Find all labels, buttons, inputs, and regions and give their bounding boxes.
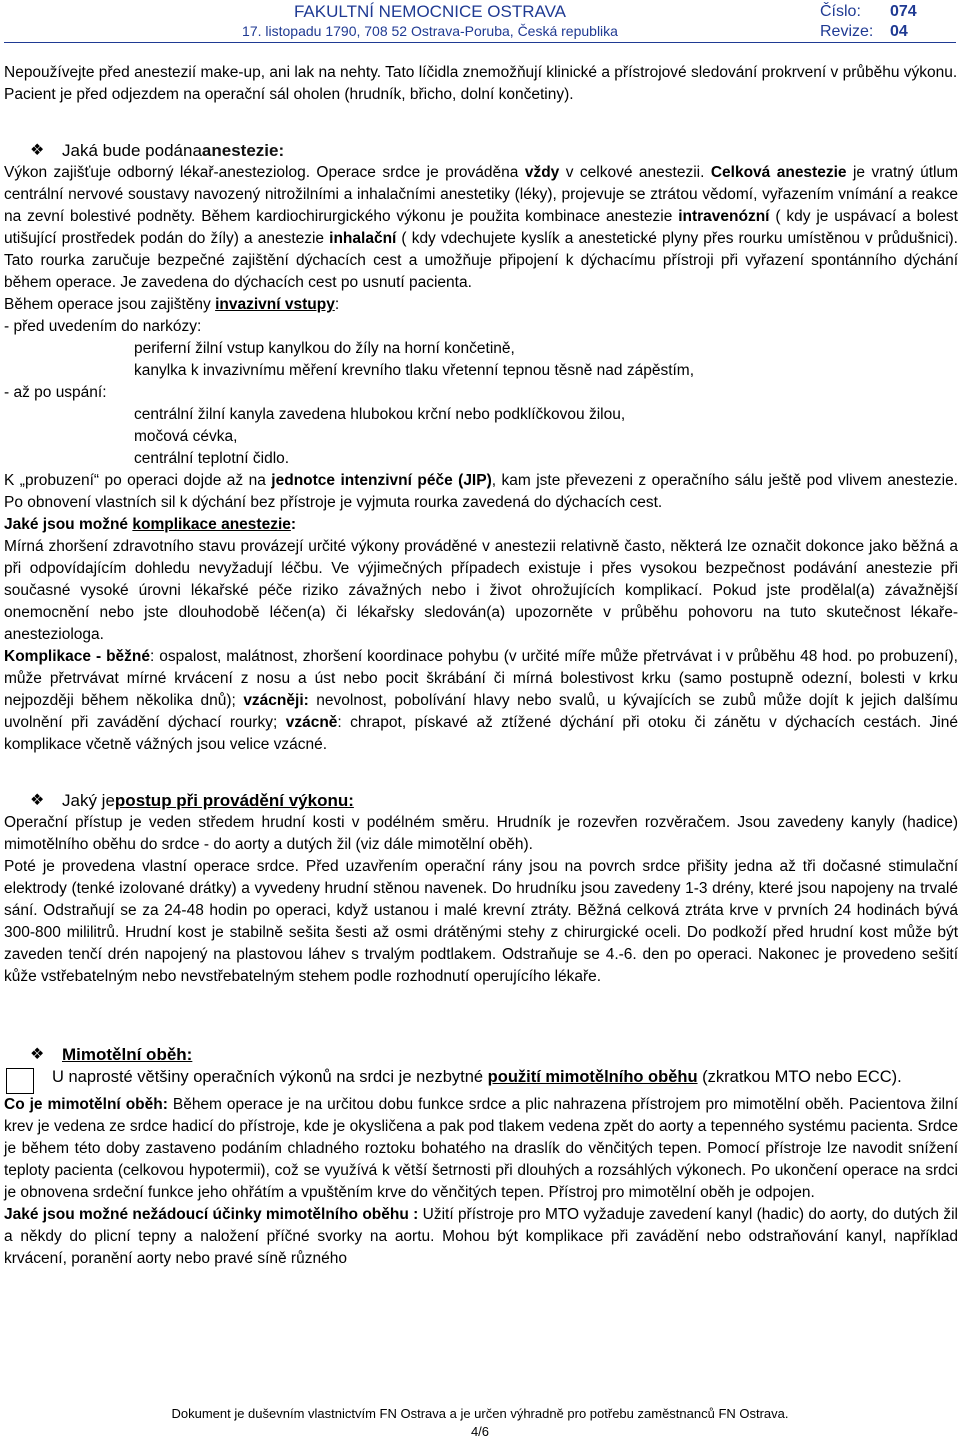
hospital-name: FAKULTNÍ NEMOCNICE OSTRAVA (293, 2, 567, 21)
revize-value: 04 (890, 23, 908, 40)
diamond-bullet-icon: ❖ (30, 142, 45, 159)
list-item: močová cévka, (134, 428, 238, 445)
hospital-address: 17. listopadu 1790, 708 52 Ostrava-Poruba, Česká republika (242, 23, 618, 39)
list-item: periferní žilní vstup kanylkou do žíly na horní končetině, (134, 340, 515, 357)
probuzeni-paragraph: K „probuzení“ po operaci dojde až na jednotce intenzivní péče (JIP), kam jste převezeni z operačního sálu ještě pod vlivem anestezie. Po obnovení vlastních sil k dýchání bez přístroje je vyjmuta rourka zavedená do dýchacích cest. (4, 472, 958, 511)
section-heading-postup: ❖ Jaký je postup při provádění výkonu: (30, 791, 354, 810)
komplikace-paragraph: Mírná zhoršení zdravotního stavu provázejí určité výkony prováděné v anestezii relativně často, některá lze označit dokonce jako běžná a při odpovídajícím dohledu nevyžadují léčbu. Ve výjimečných případech existuje i přes vysokou bezpečnost podávání anestezie při současné vysoké úrovni lékařské péče riziko závažných nebo i život ohrožujících komplikací. Pokud jste prodělal(a) závažnější onemocnění nebo jste dlouhodobě léčen(a) či lékařsky sledován(a) upozorněte v průběhu pohovoru na tuto skutečnost lékaře-anesteziologa. (4, 538, 958, 643)
postup-paragraph-2: Poté je provedena vlastní operace srdce. Před uzavřením operační rány jsou na povrch srdce přišity jedna až tři dočasné stimulační elektrody (tenké izolované drátky) a vyvedeny hrudní stěnou navenek. Do hrudníku jsou zavedeny 1-3 drény, které jsou napojeny na trvalé sání. Odstraňují se za 24-48 hodin po operaci, když ustanou i malé krevní ztráty. Běžná celková ztráta krve v prvních 24 hodinách bývá 300-800 mililitrů. Hrudní kost je stabilně sešita šesti až osmi drátěnými stehy z chirurgické oceli. Do podkoží před hrudní kost může být zaveden tenčí drén napojený na plastovou láhev s trvalým podtlakem. Odstraňuje se 4.-6. den po operaci. Nakonec je provedeno sešití kůže vstřebatelným nebo nevstřebatelným stehem podle rozhodnutí operujícího lékaře. (4, 858, 958, 985)
diamond-bullet-icon: ❖ (30, 792, 45, 809)
intro-paragraph: Nepoužívejte před anestezií make-up, ani lak na nehty. Tato líčidla znemožňují klinické a přístrojové sledování prokrvení v průběhu výkonu. (4, 64, 958, 81)
footer-notice: Dokument je duševním vlastnictvím FN Ostrava a je určen výhradně pro potřebu zaměstnanců FN Ostrava. (171, 1406, 789, 1421)
diamond-bullet-icon: ❖ (30, 1046, 45, 1063)
section-heading-anestezie: ❖ Jaká bude podána anestezie: (30, 141, 285, 160)
mto-intro: U naprosté většiny operačních výkonů na srdci je nezbytné použití mimotělního oběhu (zkratkou MTO nebo ECC). (52, 1068, 902, 1086)
intro-paragraph-2: Pacient je před odjezdem na operační sál oholen (hrudník, břicho, dolní končetiny). (4, 86, 574, 103)
section-heading-mimotelni: ❖ Mimotělní oběh: (30, 1045, 193, 1064)
mto-side-effects-paragraph: Jaké jsou možné nežádoucí účinky mimotělního oběhu : Užití přístroje pro MTO vyžaduje zavedení kanyl (hadic) do aorty, do dutých žil a někdy do plicní tepny a naložení příčné svorky na aortu. Mohou být komplikace při zavádění nebo odstraňování kanyl, například krvácení, poranění aorty nebo pravé síně různého (4, 1206, 958, 1267)
page-number: 4/6 (470, 1424, 490, 1439)
postup-paragraph: Operační přístup je veden středem hrudní kosti v podélném směru. Hrudník je rozevřen rozvěračem. Jsou zavedeny kanyly (hadice) mimotělního oběhu do srdce - do aorty a dutých žil (viz dále mimotělní oběh). (4, 814, 958, 853)
header-center (220, 2, 640, 40)
cislo-label: Číslo: (820, 3, 861, 20)
document-body (4, 62, 958, 1270)
po-line: - až po uspání: (4, 384, 107, 401)
heading-keyword: anestezie: (201, 141, 285, 160)
mto-checkbox-row (4, 1066, 958, 1094)
pred-line: - před uvedením do narkózy: (4, 318, 202, 335)
vstupy-line: Během operace jsou zajištěny invazivní vstupy: (4, 296, 340, 313)
consent-checkbox[interactable] (6, 1068, 34, 1094)
list-item: centrální žilní kanyla zavedena hlubokou krční nebo podklíčkovou žilou, (134, 406, 626, 423)
header-rule (4, 42, 956, 43)
doc-meta (820, 2, 950, 42)
list-item: centrální teplotní čidlo. (134, 450, 290, 467)
cislo-value: 074 (890, 3, 917, 20)
komplikace-heading: Jaké jsou možné komplikace anestezie: (4, 516, 297, 533)
document-header (0, 0, 960, 44)
komplikace-list-paragraph: Komplikace - běžné: ospalost, malátnost, zhoršení koordinace pohybu (v určité míře může přetrvávat i v průběhu 48 hod. po probuzení), může přetrvávat mírné krvácení z nosu a úst nebo pocit škrábání či mírná bolestivost krku (samo postupně odezní, bolesti v krku nejpozději během několika dnů); vzácněji: nevolnost, pobolívání hlavy nebo svalů, u kývajících se zubů může dojít k jejich dalšímu uvolnění při zavádění dýchací rourky; vzácně: chrapot, pískavé až ztížené dýchání při otoku či zánětu v dýchacích cestách. Jiné komplikace včetně vážných jsou velice vzácné. (4, 648, 959, 753)
mto-definition-paragraph: Co je mimotělní oběh: Během operace je na určitou dobu funkce srdce a plic nahrazena přístrojem pro mimotělní oběh. Pacientova žilní krev je vedena ze srdce hadicí do přístroje, kde je okysličena a pak pod tlakem vedena zpět do aorty a tepenného systému pacienta. Srdce je během této doby zastaveno podáním chladného roztoku bohatého na draslík do věnčitých tepen. Pomocí přístroje lze navodit snížení teploty pacienta (celkovou hypotermii), což se využívá k větší šetrnosti při dlouhých a rozsáhlých výkonech. Po ukončení operace na srdci je obnovena srdeční funkce jeho ohřátím a vpuštěním krve do věnčitých tepen. Přístroj pro mimotělní oběh je odpojen. (4, 1096, 959, 1201)
revize-label: Revize: (820, 23, 874, 40)
list-item: kanylka k invazivnímu měření krevního tlaku vřetenní tepnou těsně nad zápěstím, (134, 362, 695, 379)
anestezie-paragraph: Výkon zajišťuje odborný lékař-anesteziolog. Operace srdce je prováděna vždy v celkové anestezii. Celková anestezie je vratný útlum centrální nervové soustavy navozený nitrožilními a inhalačními anestetiky (léky), projevuje se ztrátou vědomí, vyřazením vnímání a reakce na zevní bolestivé podněty. Během kardiochirurgického výkonu je použita kombinace anestezie intravenózní ( kdy je uspávací a bolest utišující prostředek podán do žíly) a anestezie inhalační ( kdy vdechujete kyslík a anestetické plyny přes rourku umístěnou v průdušnici). Tato rourka zaručuje bezpečné zajištění dýchacích cest a umožňuje připojení k dýchacímu přístroji při vyřazení spontánního dýchání během operace. Je zavedena do dýchacích cest po usnutí pacienta. (4, 164, 958, 291)
